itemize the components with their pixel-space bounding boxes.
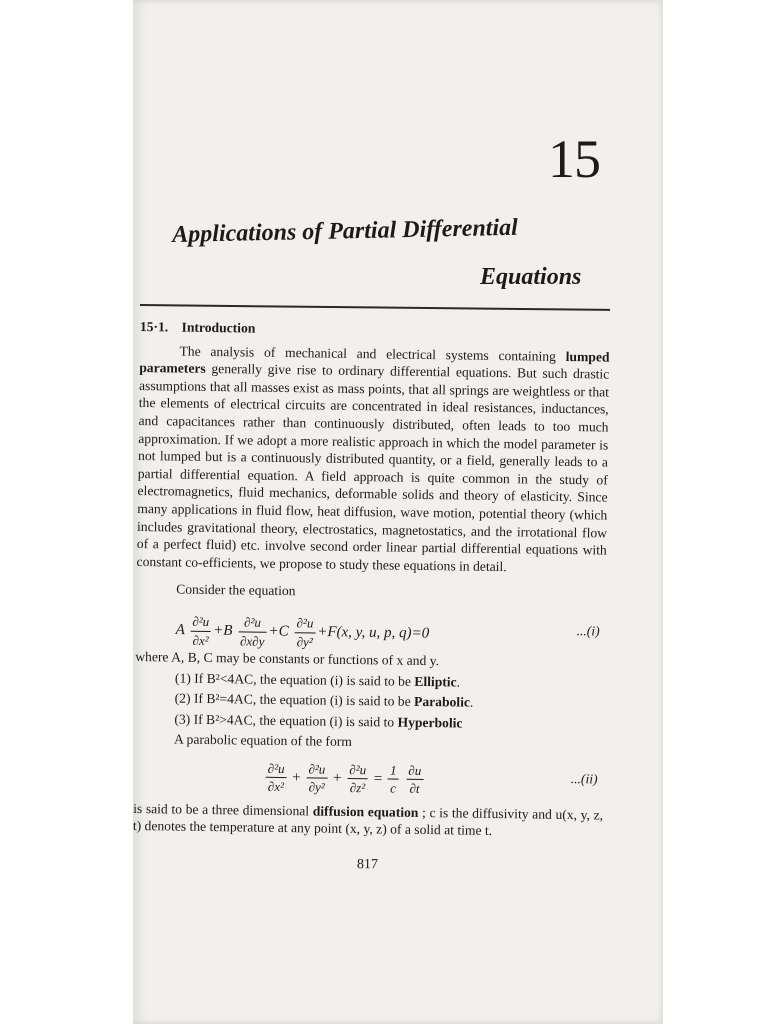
- eq1-frac-3: $\frac{\text{∂²u}}{\text{∂y²}}$: [294, 614, 315, 650]
- chapter-number: 15: [548, 129, 600, 189]
- condition-elliptic: (1) If B²<4AC, the equation (i) is said to be Elliptic.: [174, 670, 461, 690]
- eq2-frac-2: $\frac{\text{∂²u}}{\text{∂y²}}$: [306, 760, 327, 796]
- background-right: [663, 0, 768, 1024]
- eq2-frac-4: $\frac{1}{c}$: [388, 761, 399, 797]
- section-title: Introduction: [181, 319, 256, 336]
- intro-paragraph: [136, 342, 609, 577]
- eq1-coef-b: +B: [213, 622, 233, 639]
- parabolic-intro: A parabolic equation of the form: [174, 731, 353, 750]
- eq2-frac-3: $\frac{\text{∂²u}}{\text{∂z²}}$: [347, 761, 368, 797]
- condition-parabolic: (2) If B²=4AC, the equation (i) is said to be Parabolic.: [174, 690, 474, 710]
- para-start: The analysis of mechanical and electrical systems containing: [179, 343, 566, 364]
- eq1-coef-a: A: [175, 621, 185, 639]
- chapter-title-line1: Applications of Partial Differential: [172, 214, 519, 248]
- diffusion-paragraph: is said to be a three dimensional diffusion equation ; c is the diffusivity and u(x, y, z, t) denotes the temperature at any point (x, y, z) of a solid at time t.: [132, 800, 604, 839]
- background-left: [0, 0, 135, 1024]
- eq1-frac-1: $\frac{\text{∂²u}}{\text{∂x²}}$: [190, 613, 211, 649]
- equation-1: [135, 602, 606, 655]
- chapter-title-line2: Equations: [480, 264, 582, 290]
- consider-line: Consider the equation: [176, 581, 296, 599]
- section-number: 15·1.: [139, 318, 169, 335]
- body-text: [132, 318, 610, 877]
- eq2-frac-1: $\frac{\text{∂²u}}{\text{∂x²}}$: [265, 760, 286, 796]
- lumped-parameters-term: lumped parameters: [139, 348, 610, 377]
- eq2-label: ...(ii): [570, 770, 598, 787]
- page-number: 817: [356, 857, 378, 873]
- equation-2: $\frac{\text{∂²u}}{\text{∂x²}}$ + $\frac{\text{∂²u}}{\text{∂y²}}$ + $\frac{\text{∂²u}}{\text{∂z²}}$ = $\frac{1}{c}$ $\frac{\partial u}{\partial t}$ ...(ii): [133, 750, 604, 807]
- eq1-coef-c: +C: [268, 623, 289, 640]
- where-line: where A, B, C may be constants or functions of x and y.: [135, 648, 440, 669]
- eq1-tail: +F(x, y, u, p, q)=0: [317, 623, 430, 642]
- para-rest: generally give rise to ordinary differential equations. But such drastic assumptions that all masses exist as mass points, that all springs are weightless or that the elements of electrical circuits are concentrated in ideal resistances, inductances, and capacitances rather than continuously distributed, often leads to too much approximation. If we adopt a more realistic approach in which the model parameter is not lumped but is a continuously distributed quantity, or a field, generally leads to a partial differential equation. A field approach is quite common in the study of electromagnetics, fluid mechanics, deformable solids and theory of elasticity. Since many applications in fluid flow, heat diffusion, wave motion, potential theory (which includes gravitational theory, electrostatics, magnetostatics, and the irrotational flow of a perfect fluid) etc. involve second order linear partial differential equations with constant co-efficients, we propose to study these equations in detail.: [136, 361, 610, 574]
- eq2-frac-5: $\frac{\partial u}{\partial t}$: [406, 762, 423, 798]
- eq1-frac-2: $\frac{\text{∂²u}}{\partial x\partial y}$: [238, 613, 267, 650]
- condition-hyperbolic: (3) If B²>4AC, the equation (i) is said to Hyperbolic: [174, 711, 463, 731]
- eq1-label: ...(i): [576, 623, 600, 639]
